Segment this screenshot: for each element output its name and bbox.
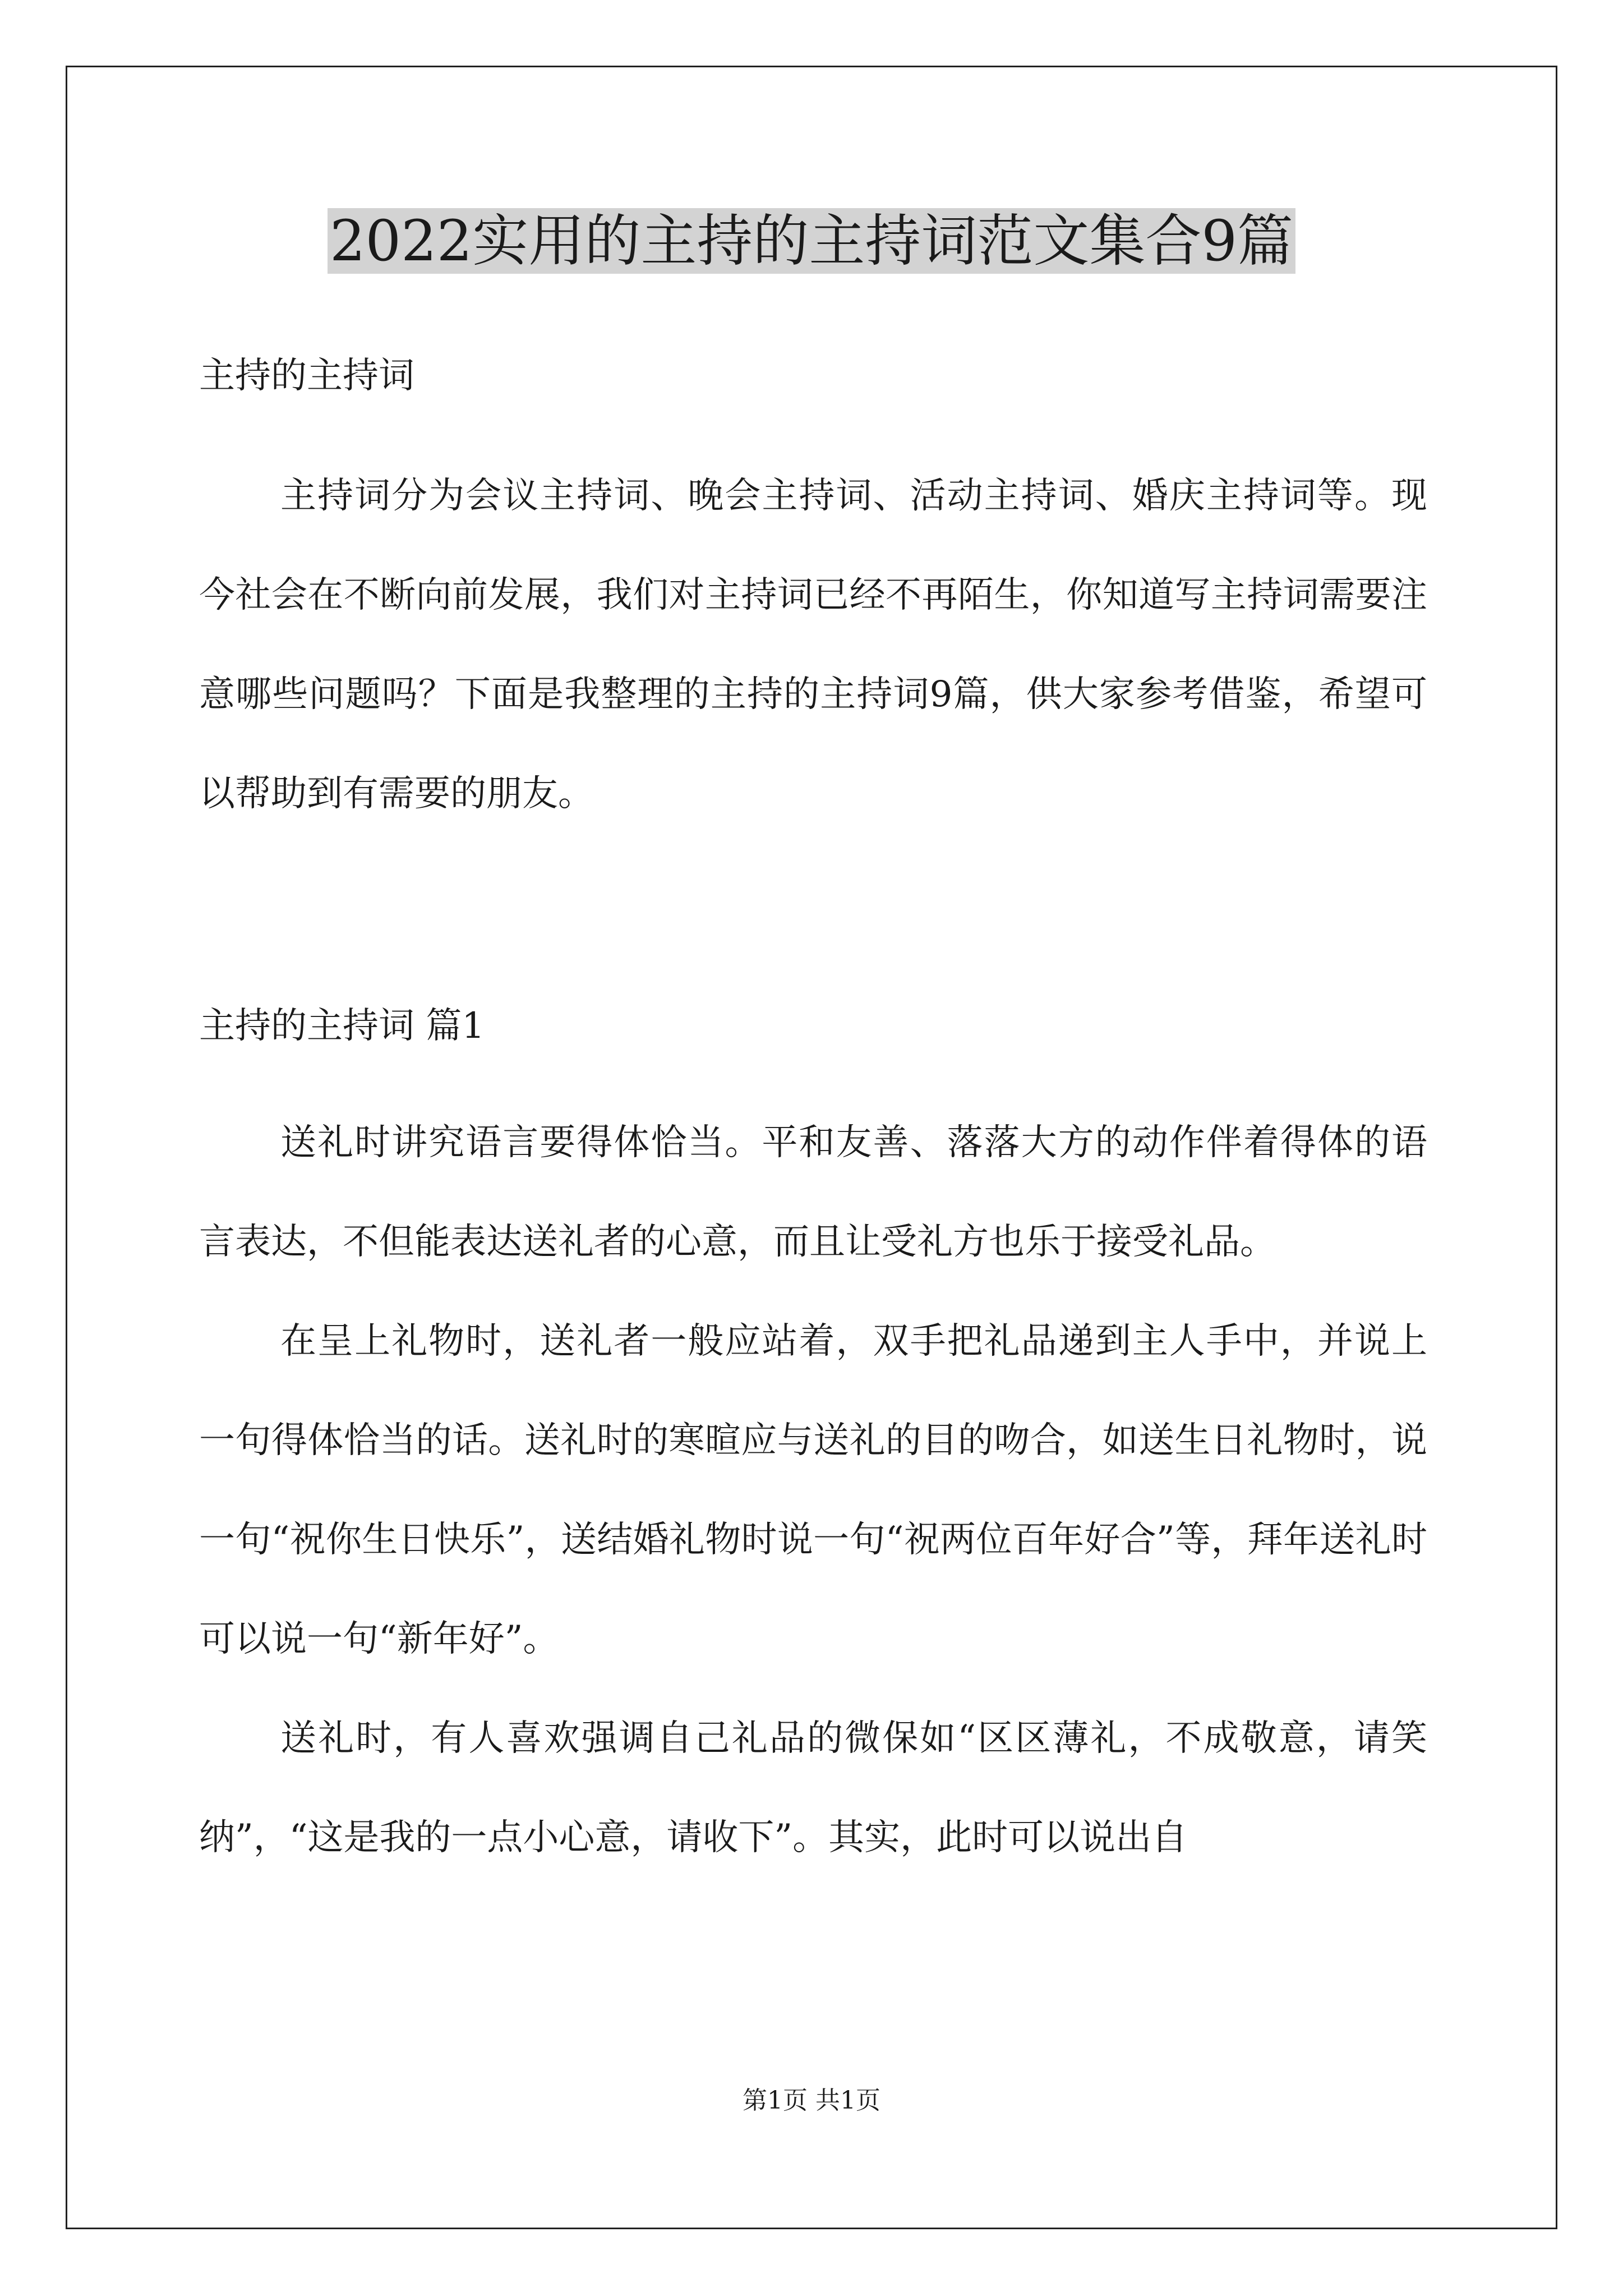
section-1-paragraph-2: 在呈上礼物时，送礼者一般应站着，双手把礼品递到主人手中，并说上一句得体恰当的话。送礼时的寒暄应与送礼的目的吻合，如送生日礼物时，说一句“祝你生日快乐”，送结婚礼物时说一句“祝两位百年好合”等，拜年送礼时可以说一句“新年好”。 bbox=[199, 1320, 1427, 1660]
document-body bbox=[199, 314, 1427, 1888]
document-title-text: 2022实用的主持的主持词范文集合9篇 bbox=[328, 208, 1295, 274]
section-1-paragraph-3: 送礼时，有人喜欢强调自己礼品的微保如“区区薄礼，不成敬意，请笑纳”，“这是我的一点小心意，请收下”。其实，此时可以说出自 bbox=[199, 1718, 1427, 1858]
section-1-paragraph-1: 送礼时讲究语言要得体恰当。平和友善、落落大方的动作伴着得体的语言表达，不但能表达送礼者的心意，而且让受礼方也乐于接受礼品。 bbox=[199, 1122, 1427, 1263]
page-footer: 第1页 共1页 bbox=[743, 2086, 880, 2115]
intro-paragraph: 主持词分为会议主持词、晚会主持词、活动主持词、婚庆主持词等。现今社会在不断向前发展，我们对主持词已经不再陌生，你知道写主持词需要注意哪些问题吗？下面是我整理的主持的主持词9篇，供大家参考借鉴，希望可以帮助到有需要的朋友。 bbox=[199, 475, 1427, 815]
section-1-heading: 主持的主持词 篇1 bbox=[199, 1005, 485, 1047]
intro-heading: 主持的主持词 bbox=[199, 355, 414, 397]
document-title bbox=[0, 202, 1623, 280]
